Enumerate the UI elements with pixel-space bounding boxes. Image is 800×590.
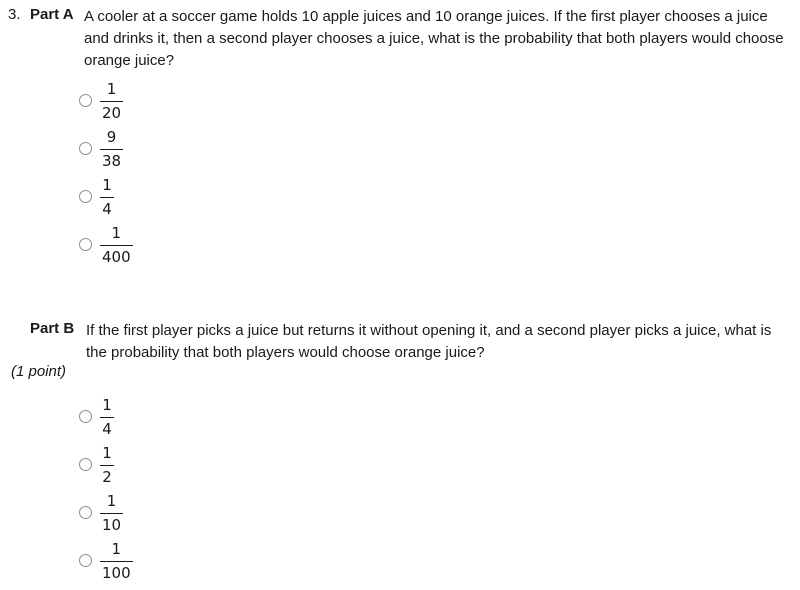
fraction-denominator: 2 [102,468,112,486]
fraction [100,80,123,123]
fraction-denominator: 10 [102,516,122,534]
fraction-numerator: 1 [102,444,112,462]
fraction-bar [100,561,133,562]
fraction-denominator: 38 [102,152,122,170]
fraction-denominator: 100 [102,564,131,582]
fraction-bar [100,465,114,466]
fraction-numerator: 1 [111,540,122,558]
part-b-prompt: If the first player picks a juice but returns it without opening it, and a second player picks a juice, what is the probability that both players would choose orange juice? [86,322,772,361]
fraction-bar [100,101,123,102]
fraction-denominator: 400 [102,248,131,266]
radio-button[interactable] [79,94,92,107]
part-b-label: Part B [30,320,75,337]
part-a-prompt: A cooler at a soccer game holds 10 apple juices and 10 orange juices. If the first player chooses a juice and drinks it, then a second player chooses a juice, what is the probability that both players would choose orange juice? [84,8,784,69]
fraction-numerator: 1 [102,396,112,414]
fraction-bar [100,417,114,418]
fraction-denominator: 20 [102,104,122,122]
fraction [100,176,114,219]
fraction [100,492,123,535]
fraction-bar [100,197,114,198]
radio-button[interactable] [79,554,92,567]
fraction-denominator: 4 [102,420,112,438]
fraction [100,540,133,583]
fraction-bar [100,149,123,150]
fraction-numerator: 1 [102,176,112,194]
points-label: (1 point) [11,363,67,380]
fraction [100,396,114,439]
radio-button[interactable] [79,190,92,203]
fraction-numerator: 1 [106,80,117,98]
fraction-numerator: 1 [111,224,122,242]
radio-button[interactable] [79,458,92,471]
fraction [100,444,114,487]
question-number: 3. [8,6,21,23]
fraction-bar [100,513,123,514]
fraction [100,128,123,171]
fraction-numerator: 1 [106,492,117,510]
radio-button[interactable] [79,238,92,251]
radio-button[interactable] [79,506,92,519]
fraction-bar [100,245,133,246]
radio-button[interactable] [79,410,92,423]
fraction-denominator: 4 [102,200,112,218]
fraction [100,224,133,267]
part-a-label: Part A [30,6,74,23]
radio-button[interactable] [79,142,92,155]
fraction-numerator: 9 [106,128,117,146]
